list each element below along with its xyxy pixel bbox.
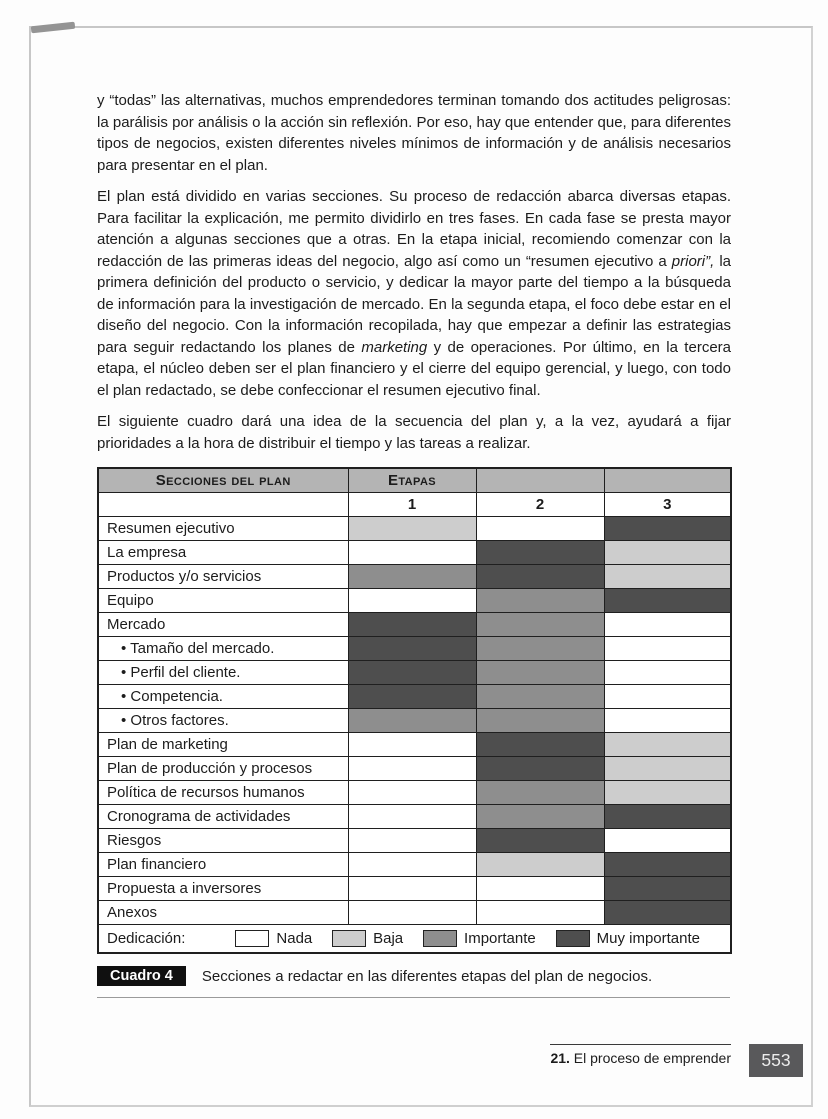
section-label-cell: Mercado [98,612,348,636]
stage-numbers-row [98,492,731,516]
table-row [98,660,731,684]
table-row [98,540,731,564]
text-run: El siguiente cuadro dará una idea de la secuencia del plan y, a la vez, ayudará a fijar prioridades a la hora de distribuir el tiempo y las tareas a realizar. [97,413,731,452]
legend-swatch-muy_importante [556,930,590,947]
running-footer [550,1044,731,1066]
legend-item [235,930,312,947]
stage-level-cell-importante [348,708,476,732]
stage-number-cell: 2 [476,492,604,516]
text-run: la primera definición del producto o servicio, y dedicar la mayor parte del tiempo a la búsqueda de información para la investigación de mercado. En la segunda etapa, el foco debe estar en el diseño del negocio. Con la información recopilada, hay que empezar a definir las estrategias para seguir redactando los planes de [97,252,731,356]
stage-level-cell-nada [348,732,476,756]
section-label-cell: Política de recursos humanos [98,780,348,804]
table-row [98,516,731,540]
legend-label: Muy importante [596,929,700,947]
chapter-number: 21. [550,1050,570,1066]
stage-level-cell-muy_importante [476,756,604,780]
section-label-cell: Equipo [98,588,348,612]
stage-level-cell-muy_importante [476,828,604,852]
stage-level-cell-importante [476,780,604,804]
table-row [98,684,731,708]
table-row [98,732,731,756]
stage-level-cell-muy_importante [604,876,731,900]
section-label-cell: Productos y/o servicios [98,564,348,588]
section-label-cell: Plan de producción y procesos [98,756,348,780]
stage-level-cell-importante [348,564,476,588]
paragraph [97,90,731,176]
stage-level-cell-nada [348,804,476,828]
scan-artifact [31,22,75,34]
paragraph [97,186,731,401]
legend-items [235,930,700,947]
legend-swatch-nada [235,930,269,947]
section-label-cell: Anexos [98,900,348,924]
italic-text: marketing [361,338,428,356]
stage-level-cell-nada [348,852,476,876]
stage-level-cell-muy_importante [476,540,604,564]
text-run: y “todas” las alternativas, muchos emprendedores terminan tomando dos actitudes peligrosas: la parálisis por análisis o la acción sin reflexión. Por eso, hay que entender que, para diferentes tipos de negocios, existen diferentes niveles mínimos de información y de análisis necesarios para presentar en el plan. [97,92,731,174]
section-label-cell: Propuesta a inversores [98,876,348,900]
stage-level-cell-muy_importante [604,588,731,612]
stage-level-cell-importante [476,684,604,708]
table-row [98,900,731,924]
stage-level-cell-muy_importante [604,516,731,540]
header-empty-cell [604,468,731,492]
table-row [98,708,731,732]
table-row [98,636,731,660]
stage-level-cell-importante [476,612,604,636]
section-label-cell: Plan financiero [98,852,348,876]
dedication-legend [99,925,730,953]
stage-level-cell-muy_importante [604,852,731,876]
stage-level-cell-muy_importante [348,684,476,708]
table-row [98,852,731,876]
legend-label: Nada [276,929,313,947]
stage-level-cell-importante [476,804,604,828]
section-label-cell: • Perfil del cliente. [98,660,348,684]
stage-level-cell-importante [476,588,604,612]
caption-text: Secciones a redactar en las diferentes etapas del plan de negocios. [201,968,653,985]
legend-item [332,930,403,947]
section-label-cell: La empresa [98,540,348,564]
section-label-cell: • Competencia. [98,684,348,708]
stage-level-cell-nada [348,540,476,564]
stage-level-cell-nada [604,708,731,732]
stage-level-cell-baja [604,564,731,588]
header-stages-cell: Etapas [348,468,476,492]
legend-swatch-importante [423,930,457,947]
stage-level-cell-nada [604,612,731,636]
table-row [98,804,731,828]
legend-label: Importante [464,929,536,947]
section-label-cell: Plan de marketing [98,732,348,756]
stage-level-cell-baja [604,732,731,756]
legend-row [98,924,731,953]
table-row [98,780,731,804]
section-label-cell: Riesgos [98,828,348,852]
text-run: y de operaciones. Por último, en la tercera etapa, el núcleo deben ser el plan financiero y el cierre del equipo gerencial, y luego, con todo el plan redactado, se debe confeccionar el resumen ejecutivo final. [97,338,731,399]
table-row [98,564,731,588]
table-caption [97,966,730,998]
legend-cell [98,924,731,953]
stage-level-cell-muy_importante [348,660,476,684]
stage-level-cell-nada [604,660,731,684]
stage-level-cell-baja [604,540,731,564]
section-label-cell: • Tamaño del mercado. [98,636,348,660]
legend-item [423,930,536,947]
stage-level-cell-nada [348,588,476,612]
section-label-cell: • Otros factores. [98,708,348,732]
stage-level-cell-nada [604,684,731,708]
table-header-row [98,468,731,492]
stage-level-cell-muy_importante [476,564,604,588]
stage-level-cell-nada [604,636,731,660]
stage-level-cell-importante [476,636,604,660]
stage-level-cell-muy_importante [476,732,604,756]
stage-number-empty-cell [98,492,348,516]
legend-label: Baja [373,929,404,947]
stage-level-cell-nada [476,876,604,900]
stage-level-cell-baja [604,780,731,804]
legend-item [556,930,700,947]
stage-level-cell-nada [476,516,604,540]
stage-level-cell-muy_importante [604,804,731,828]
stage-level-cell-baja [604,756,731,780]
stage-level-cell-baja [476,852,604,876]
legend-title: Dedicación: [107,929,186,947]
text-run: El plan está dividido en varias secciones. Su proceso de redacción abarca diversas etapas. Para facilitar la explicación, me permito dividirlo en tres fases. En cada fase se presta mayor atención a algunas secciones que a otras. En la etapa inicial, recomiendo comenzar con la redacción de las primeras ideas del negocio, algo así como un “resumen ejecutivo a [97,188,731,270]
stage-level-cell-baja [348,516,476,540]
stage-level-cell-nada [348,756,476,780]
stage-level-cell-muy_importante [348,612,476,636]
page-number-badge: 553 [749,1044,803,1077]
section-label-cell: Resumen ejecutivo [98,516,348,540]
stage-level-cell-nada [348,876,476,900]
section-label-cell: Cronograma de actividades [98,804,348,828]
table-row [98,876,731,900]
stage-level-cell-nada [348,780,476,804]
table-row [98,756,731,780]
header-empty-cell [476,468,604,492]
chapter-title: El proceso de emprender [573,1050,731,1066]
stage-level-cell-importante [476,708,604,732]
stage-level-cell-muy_importante [604,900,731,924]
stage-level-cell-importante [476,660,604,684]
stage-number-cell: 3 [604,492,731,516]
stage-level-cell-nada [476,900,604,924]
stage-level-cell-nada [604,828,731,852]
stage-level-cell-nada [348,828,476,852]
page-content [97,90,731,998]
stage-number-cell: 1 [348,492,476,516]
table-row [98,828,731,852]
plan-sections-table [97,467,732,954]
italic-text: priori”, [671,252,715,270]
header-sections-cell: Secciones del plan [98,468,348,492]
table-row [98,612,731,636]
caption-badge: Cuadro 4 [97,966,186,986]
table-row [98,588,731,612]
legend-swatch-baja [332,930,366,947]
stage-level-cell-nada [348,900,476,924]
paragraph [97,411,731,454]
stage-level-cell-muy_importante [348,636,476,660]
body-paragraphs [97,90,731,454]
